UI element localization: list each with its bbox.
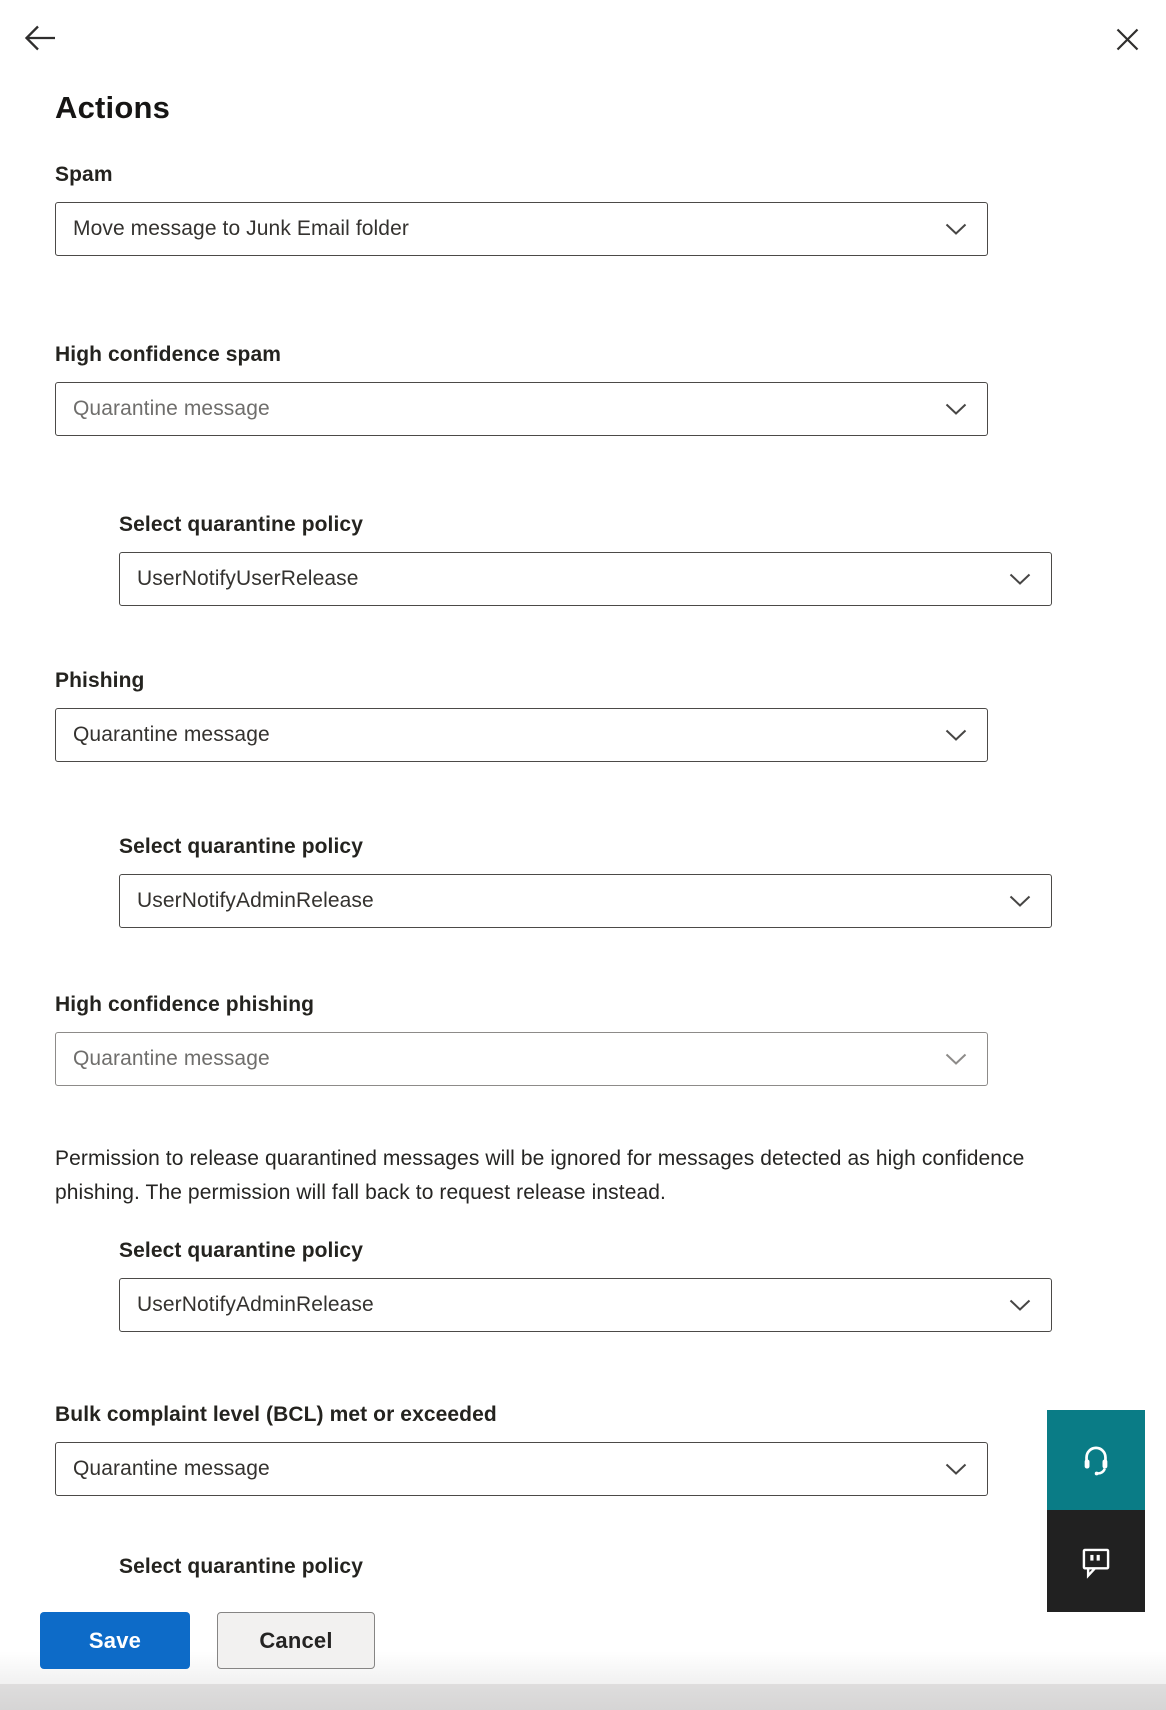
hcs-quarantine-policy-dropdown[interactable] (119, 552, 1052, 606)
chevron-down-icon (1009, 573, 1031, 585)
help-support-button[interactable] (1047, 1410, 1145, 1510)
hcs-quarantine-policy-value: UserNotifyUserRelease (137, 567, 359, 590)
back-arrow-icon (22, 42, 58, 57)
hcs-quarantine-policy-label: Select quarantine policy (119, 513, 363, 536)
page-title: Actions (55, 90, 171, 125)
field-group (55, 990, 988, 1086)
bcl-action-dropdown[interactable] (55, 1442, 988, 1496)
phishing-quarantine-policy-dropdown[interactable] (119, 874, 1052, 928)
footer-bar (0, 1582, 1166, 1684)
back-button[interactable] (22, 22, 58, 54)
high-confidence-spam-action-value: Quarantine message (73, 397, 270, 420)
feedback-button[interactable] (1047, 1510, 1145, 1612)
field-group (119, 1236, 1052, 1332)
cancel-button[interactable]: Cancel (217, 1612, 375, 1669)
chevron-down-icon (1009, 895, 1031, 907)
field-group (55, 666, 988, 762)
chevron-down-icon (945, 403, 967, 415)
field-group (55, 160, 988, 256)
high-confidence-spam-action-dropdown[interactable] (55, 382, 988, 436)
bcl-action-value: Quarantine message (73, 1457, 270, 1480)
field-group (119, 832, 1052, 928)
bcl-action-label: Bulk complaint level (BCL) met or exceeded (55, 1403, 497, 1426)
phishing-action-label: Phishing (55, 669, 145, 692)
spam-action-value: Move message to Junk Email folder (73, 217, 409, 240)
save-button[interactable]: Save (40, 1612, 190, 1669)
high-confidence-phishing-action-dropdown[interactable] (55, 1032, 988, 1086)
field-group (55, 1400, 988, 1496)
chevron-down-icon (1009, 1299, 1031, 1311)
high-confidence-phishing-action-label: High confidence phishing (55, 993, 315, 1016)
high-confidence-phishing-action-value: Quarantine message (73, 1047, 270, 1070)
phishing-quarantine-policy-value: UserNotifyAdminRelease (137, 889, 374, 912)
close-icon (1113, 42, 1142, 57)
field-group (119, 510, 1052, 606)
field-group (55, 340, 988, 436)
fields (55, 160, 1166, 1582)
phishing-action-value: Quarantine message (73, 723, 270, 746)
spam-action-dropdown[interactable] (55, 202, 988, 256)
close-button[interactable] (1113, 25, 1142, 54)
field-group (119, 1552, 1052, 1582)
high-confidence-spam-action-label: High confidence spam (55, 343, 282, 366)
bcl-quarantine-policy-label: Select quarantine policy (119, 1555, 363, 1578)
phishing-action-dropdown[interactable] (55, 708, 988, 762)
chevron-down-icon (945, 1463, 967, 1475)
page-bottom-strip (0, 1684, 1166, 1710)
hcp-quarantine-policy-value: UserNotifyAdminRelease (137, 1293, 374, 1316)
hcp-quarantine-policy-dropdown[interactable] (119, 1278, 1052, 1332)
hcp-quarantine-policy-label: Select quarantine policy (119, 1239, 363, 1262)
chevron-down-icon (945, 223, 967, 235)
headset-icon (1075, 1439, 1117, 1481)
chevron-down-icon (945, 1053, 967, 1065)
chevron-down-icon (945, 729, 967, 741)
spam-action-label: Spam (55, 163, 113, 186)
hcp-permission-note: Permission to release quarantined messages will be ignored for messages detected as high confidence phishing. The permission will fall back to request release instead. (55, 1147, 1025, 1204)
phishing-quarantine-policy-label: Select quarantine policy (119, 835, 363, 858)
feedback-chat-icon (1075, 1540, 1117, 1582)
